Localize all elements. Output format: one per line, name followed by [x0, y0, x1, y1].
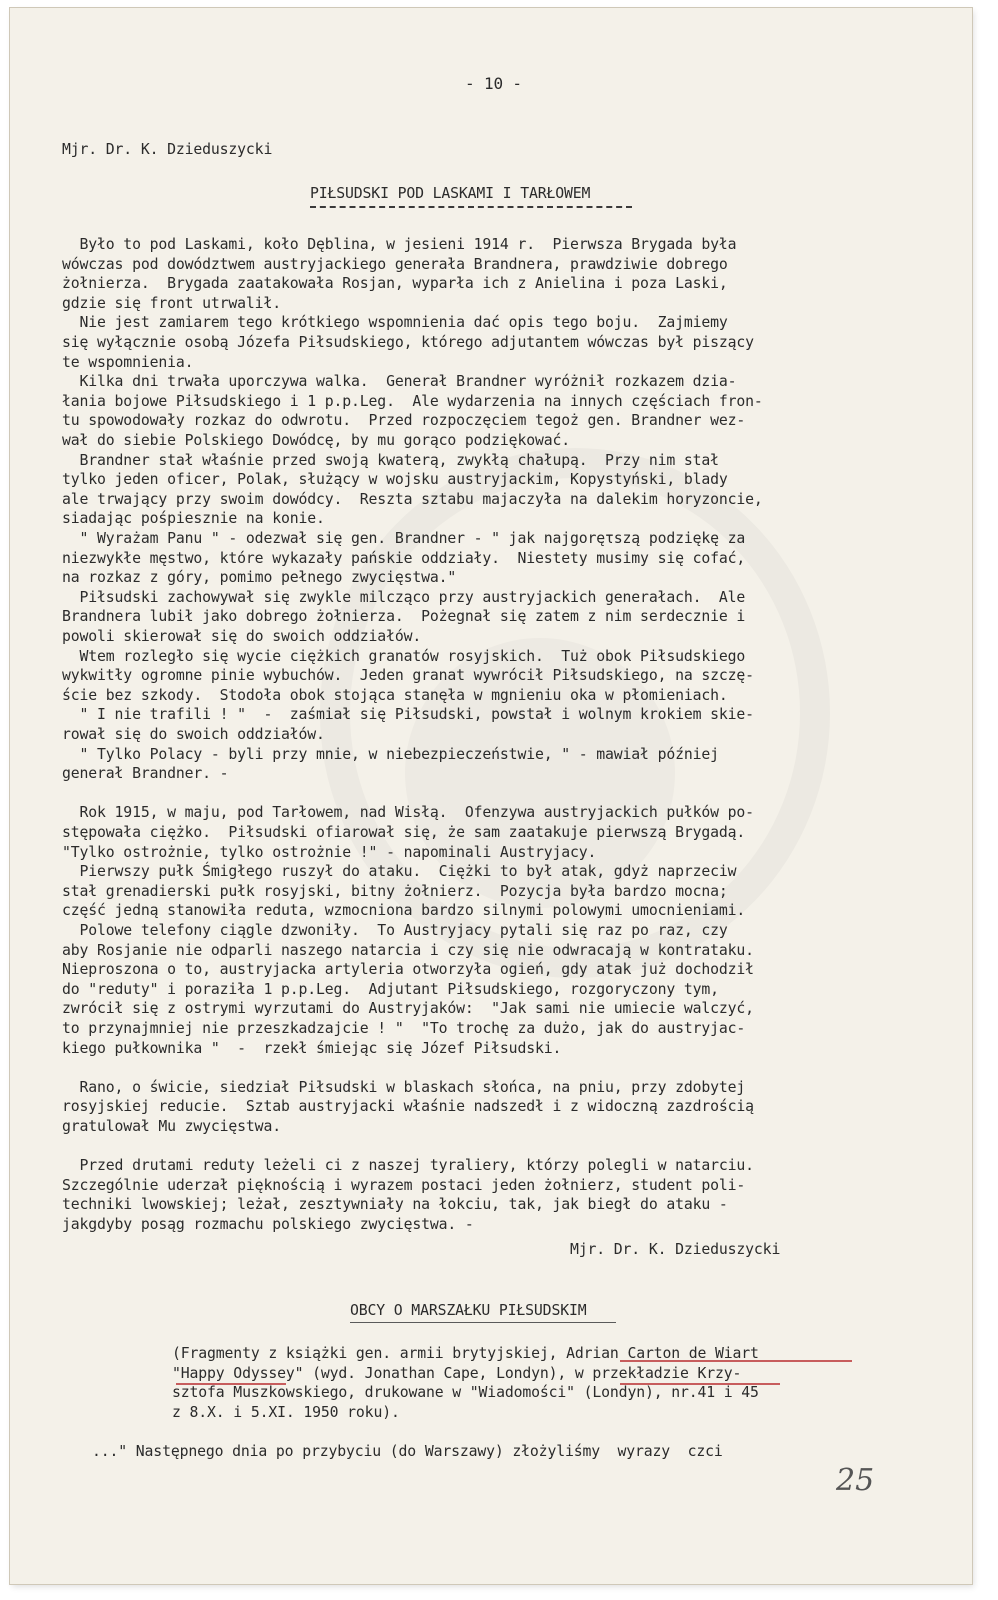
fragment-line: z 8.X. i 5.XI. 1950 roku).: [172, 1403, 400, 1421]
body-line: do "reduty" i poraziła 1 p.p.Leg. Adjutant Piłsudskiego, rozgoryczony tym,: [62, 980, 719, 998]
body-line: Kilka dni trwała uporczywa walka. Generał Brandner wyróżnił rozkazem dzia-: [62, 373, 737, 391]
body-line: "Tylko ostrożnie, tylko ostrożnie !" - napominali Austryjacy.: [62, 843, 597, 861]
body-line: Nie jest zamiarem tego krótkiego wspomnienia dać opis tego boju. Zajmiemy: [62, 314, 728, 332]
body-line: Przed drutami reduty leżeli ci z naszej tyraliery, którzy polegli w natarciu.: [62, 1157, 754, 1175]
body-line: to przynajmniej nie przeszkadzajcie ! " "To trochę za dużo, jak do austryjac-: [62, 1020, 746, 1037]
body-line: powoli skierował się do swoich oddziałów.: [62, 628, 422, 645]
body-line: tylko jeden oficer, Polak, służący w wojsku austryjackim, Kopystyński, blady: [62, 471, 728, 489]
title-underline: [310, 206, 632, 208]
red-underline-author-name: [620, 1360, 852, 1362]
body-line: " Wyrażam Panu " - odezwał się gen. Brandner - " jak najgoręτszą podziękę za: [62, 530, 746, 547]
body-line: się wyłącznie osobą Józefa Piłsudskiego, którego adjutantem wówczas był piszący: [62, 334, 754, 351]
article-title: PIŁSUDSKI POD LASKAMI I TARŁOWEM: [310, 185, 591, 202]
body-line: Było to pod Laskami, koło Dęblina, w jesieni 1914 r. Pierwsza Brygada była: [62, 236, 737, 253]
signature-line: Mjr. Dr. K. Dzieduszycki: [570, 1241, 781, 1258]
body-line: Szczególnie uderzał pięknością i wyrazem postaci jeden żołnierz, student poli-: [62, 1176, 746, 1194]
body-line: żołnierza. Brygada zaatakowała Rosjan, wyparła ich z Anielina i poza Laski,: [62, 275, 728, 293]
body-line: generał Brandner. -: [62, 765, 229, 783]
body-line: rosyjskiej reducie. Sztab austryjacki właśnie nadszedł i z widoczną zazdrością: [62, 1098, 754, 1116]
body-line: " I nie trafili ! " - zaśmiał się Piłsudski, powstał i wolnym krokiem skie-: [62, 706, 754, 724]
section-title-underline: [350, 1322, 616, 1323]
body-line: wał do siebie Polskiego Dowódcę, by mu gorąco podziękować.: [62, 432, 570, 449]
body-line: rował się do swoich oddziałów.: [62, 726, 325, 743]
section-title: OBCY O MARSZAŁKU PIŁSUDSKIM: [350, 1302, 587, 1319]
body-line: Brandner stał właśnie przed swoją kwaterą, zwykłą chałupą. Przy nim stał: [62, 451, 719, 469]
body-line: łania bojowe Piłsudskiego i 1 p.p.Leg. Ale wydarzenia na innych częściach fron-: [62, 392, 763, 410]
body-line: ście bez szkody. Stodoła obok stojąca stanęła w mgnieniu oka w płomieniach.: [62, 686, 728, 704]
body-line: aby Rosjanie nie odparli naszego natarcia i czy się nie odwracają w kontrataku.: [62, 941, 754, 959]
body-line: stał grenadierski pułk rosyjski, bitny żołnierz. Pozycja była bardzo mocna;: [62, 882, 728, 900]
body-line: wówczas pod dowództwem austryjackiego generała Brandnera, prawdziwie dobrego: [62, 255, 728, 273]
document-page: [10, 8, 972, 1584]
body-line: część jedną stanowiła reduta, wzmocniona bardzo silnymi polowymi umocnieniami.: [62, 902, 746, 920]
body-line: wykwitły ogromne pinie wybuchów. Jeden granat wywrócił Piłsudskiego, na szczę-: [62, 667, 754, 685]
body-line: zwrócił się z ostrymi wyrzutami do Austryjaków: "Jak sami nie umiecie walczyć,: [62, 1000, 754, 1018]
body-line: Rok 1915, w maju, pod Tarłowem, nad Wisłą. Ofenzywa austryjackich pułków po-: [62, 804, 754, 822]
body-line: Brandnera lubił jako dobrego żołnierza. Pożegnał się zatem z nim serdecznie i: [62, 608, 746, 626]
body-line: techniki lwowskiej; leżał, zesztywniały na łokciu, tak, jak biegł do ataku -: [62, 1196, 728, 1214]
fragment-line: (Fragmenty z książki gen. armii brytyjskiej, Adrian Carton de Wiart: [172, 1345, 759, 1362]
body-line: gdzie się front utrwalił.: [62, 294, 281, 312]
body-line: Piłsudski zachowywał się zwykle milcząco przy austryjackich generałach. Ale: [62, 588, 746, 606]
body-line: stępowała ciężko. Piłsudski ofiarował się, że sam zaatakuje pierwszą Brygadą.: [62, 824, 746, 841]
body-line: na rozkaz z góry, pomimo pełnego zwycięstwa.": [62, 569, 457, 587]
handwritten-page-number: 25: [836, 1463, 875, 1498]
body-line: jakgdyby posąg rozmachu polskiego zwycięstwa. -: [62, 1216, 474, 1233]
fragment-line: "Happy Odyssey" (wyd. Jonathan Cape, Londyn), w przekładzie Krzy-: [172, 1364, 742, 1382]
body-line: Wtem rozległo się wycie ciężkich granatów rosyjskich. Tuż obok Piłsudskiego: [62, 647, 746, 665]
body-line: ale trwający przy swoim dowódcy. Reszta sztabu majaczyła na dalekim horyzoncie,: [62, 490, 763, 508]
body-line: kiego pułkownika " - rzekł śmiejąc się Józef Piłsudski.: [62, 1039, 562, 1057]
body-line: tu spowodowały rozkaz do odwrotu. Przed rozpoczęciem tegoż gen. Brandner wez-: [62, 412, 746, 430]
body-line: Polowe telefony ciągle dzwoniły. To Austryjacy pytali się raz po raz, czy: [62, 922, 728, 939]
body-line: gratulował Mu zwycięstwa.: [62, 1118, 281, 1135]
red-underline-book-title: [176, 1383, 286, 1385]
body-line: Rano, o świcie, siedział Piłsudski w blaskach słońca, na pniu, przy zdobytej: [62, 1078, 746, 1096]
closing-quote-line: ..." Następnego dnia po przybyciu (do Warszawy) złożyliśmy wyrazy czci: [92, 1443, 723, 1460]
body-line: te wspomnienia.: [62, 353, 194, 371]
body-line: " Tylko Polacy - byli przy mnie, w niebezpieczeństwie, " - mawiał później: [62, 745, 719, 763]
fragment-line: sztofa Muszkowskiego, drukowane w "Wiadomości" (Londyn), nr.41 i 45: [172, 1384, 759, 1402]
page-number: - 10 -: [465, 74, 522, 93]
body-line: Pierwszy pułk Śmigłego ruszył do ataku. Ciężki to był atak, gdyż naprzeciw: [62, 863, 737, 881]
author-line: Mjr. Dr. K. Dzieduszycki: [62, 141, 273, 158]
body-line: siadając pośpiesznie na konie.: [62, 510, 325, 528]
body-line: Nieproszona o to, austryjacka artyleria otworzyła ogień, gdy atak już dochodził: [62, 961, 754, 979]
body-line: niezwykłe męstwo, które wykazały pańskie oddziały. Niestety musimy się cofać,: [62, 549, 746, 567]
red-underline-translator: [620, 1383, 780, 1385]
